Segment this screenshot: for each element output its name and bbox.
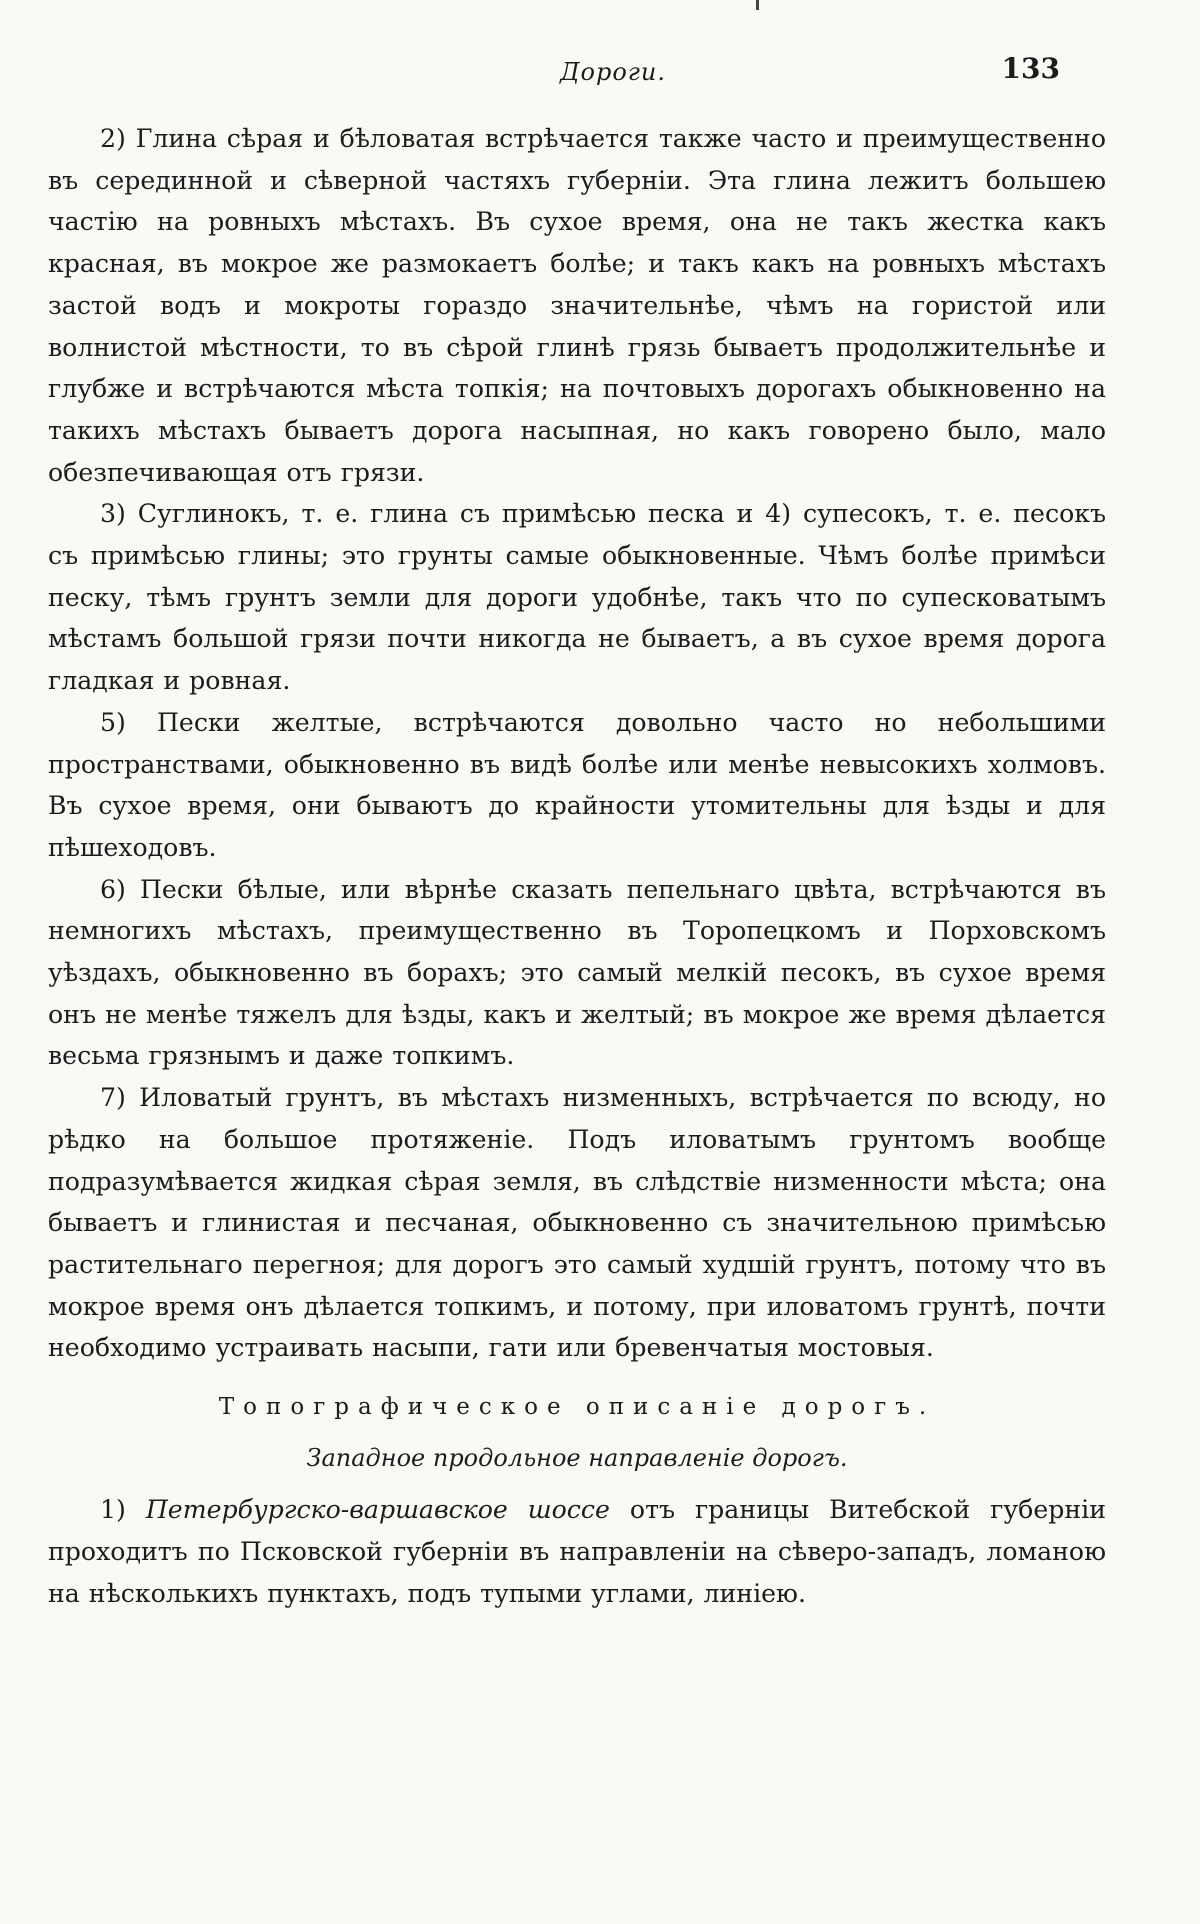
paragraph-loam: 3) Суглинокъ, т. е. глина съ примѣсью песка и 4) супесокъ, т. е. песокъ съ примѣсью глины; это грунты самые обыкновенные. Чѣмъ болѣе примѣси песку, тѣмъ грунтъ земли для дороги удобнѣе, такъ что по супесковатымъ мѣстамъ большой грязи почти никогда не бываетъ, а въ сухое время дорога гладкая и ровная.	[48, 499, 1106, 696]
highway-description: отъ границы Витебской губерніи проходитъ по Псковской губерніи въ направленіи на сѣверо-западъ, ломаною на нѣсколькихъ пунктахъ, подъ тупыми углами, линіею.	[48, 1495, 1106, 1608]
paragraph-clay-grey: 2) Глина сѣрая и бѣловатая встрѣчается также часто и преимущественно въ серединной и сѣверной частяхъ губерніи. Эта глина лежитъ большею частію на ровныхъ мѣстахъ. Въ сухое время, она не такъ жестка какъ красная, въ мокрое же размокаетъ болѣе; и такъ какъ на ровныхъ мѣстахъ застой водъ и мокроты гораздо значительнѣе, чѣмъ на гористой или волнистой мѣстности, то въ сѣрой глинѣ грязь бываетъ продолжительнѣе и глубже и встрѣчаются мѣста топкія; на почтовыхъ дорогахъ обыкновенно на такихъ мѣстахъ бываетъ дорога насыпная, но какъ говорено было, мало обезпечивающая отъ грязи.	[48, 124, 1106, 487]
page-number: 133	[1001, 52, 1060, 85]
running-head	[60, 52, 1060, 96]
body-text	[48, 118, 1106, 1614]
highway-name: Петербургско-варшавское шоссе	[145, 1495, 610, 1525]
paragraph-highway	[48, 1489, 1106, 1614]
section-heading: Топографическое описаніе дорогъ.	[218, 1394, 936, 1421]
ink-speck	[756, 0, 759, 10]
highway-number: 1)	[100, 1495, 126, 1525]
paragraph-silt: 7) Иловатый грунтъ, въ мѣстахъ низменныхъ, встрѣчается по всюду, но рѣдко на большое протяженіе. Подъ иловатымъ грунтомъ вообще подразумѣвается жидкая сѣрая земля, въ слѣдствіе низменности мѣста; она бываетъ и глинистая и песчаная, обыкновенно съ значительною примѣсью растительнаго перегноя; для дорогъ это самый худшій грунтъ, потому что въ мокрое время онъ дѣлается топкимъ, и потому, при иловатомъ грунтѣ, почти необходимо устраивать насыпи, гати или бревенчатыя мостовыя.	[48, 1083, 1106, 1363]
running-title: Дороги.	[560, 58, 666, 86]
paragraph-white-sand: 6) Пески бѣлые, или вѣрнѣе сказать пепельнаго цвѣта, встрѣчаются въ немногихъ мѣстахъ, преимущественно въ Торопецкомъ и Порховскомъ уѣздахъ, обыкновенно въ борахъ; это самый мелкій песокъ, въ сухое время онъ не менѣе тяжелъ для ѣзды, какъ и желтый; въ мокрое же время дѣлается весьма грязнымъ и даже топкимъ.	[48, 874, 1106, 1071]
sub-heading: Западное продольное направленіе дорогъ.	[306, 1444, 848, 1473]
paragraph-yellow-sand: 5) Пески желтые, встрѣчаются довольно часто но небольшими пространствами, обыкновенно въ видѣ болѣе или менѣе невысокихъ холмовъ. Въ сухое время, они бываютъ до крайности утомительны для ѣзды и для пѣшеходовъ.	[48, 707, 1106, 862]
